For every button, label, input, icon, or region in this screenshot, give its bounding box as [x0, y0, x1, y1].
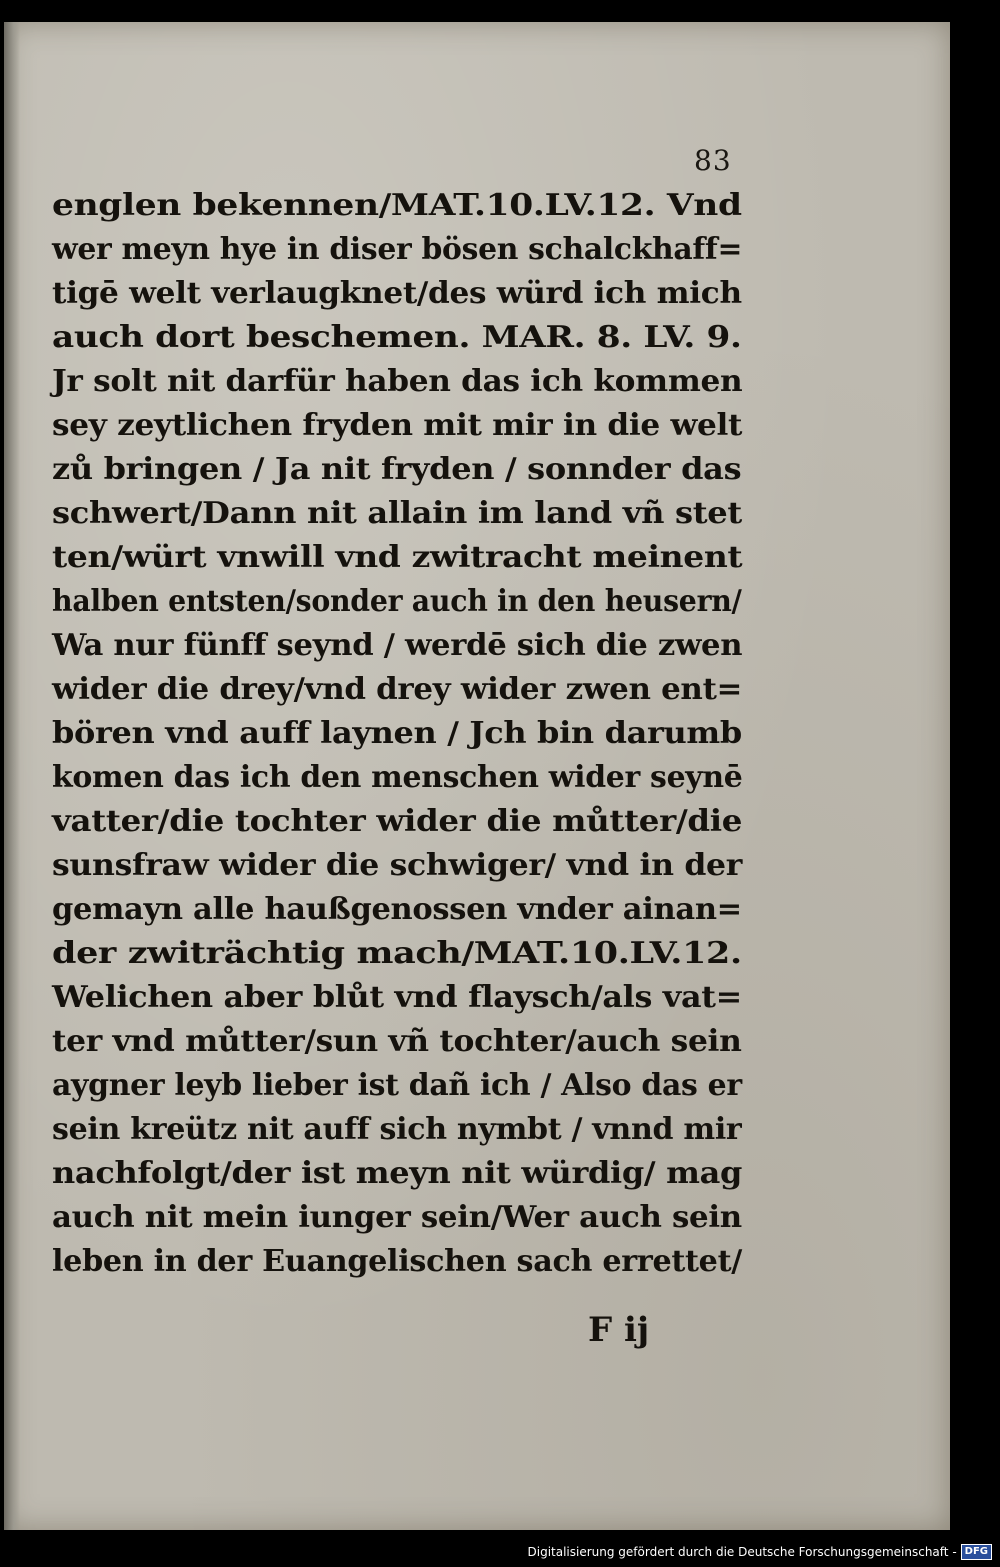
text-line: zů bringen / Ja nit fryden / sonnder das — [52, 452, 742, 487]
signature-mark: F ij — [588, 1310, 650, 1350]
footer-bar — [528, 1537, 1000, 1567]
text-line: bören vnd auff laynen / Jch bin darumb — [52, 716, 742, 751]
page-number: 83 — [694, 144, 732, 177]
dfg-logo: DFG — [961, 1544, 992, 1560]
book-page — [4, 22, 950, 1530]
text-line: schwert/Dann nit allain im land vñ stet — [52, 496, 742, 531]
text-line: wer meyn hye in diser bösen schalckhaff= — [52, 232, 743, 267]
text-line: der zwiträchtig mach/MAT.10.LV.12. — [52, 936, 742, 971]
funding-credit: Digitalisierung gefördert durch die Deutsche Forschungsgemeinschaft - — [527, 1545, 957, 1559]
text-line: ter vnd můtter/sun vñ tochter/auch sein — [52, 1024, 742, 1059]
text-line: wider die drey/vnd drey wider zwen ent= — [52, 672, 743, 707]
text-line: leben in der Euangelischen sach errettet/ — [52, 1244, 742, 1279]
text-line: aygner leyb lieber ist dañ ich / Also das er — [52, 1068, 742, 1103]
text-line: nachfolgt/der ist meyn nit würdig/ mag — [52, 1156, 743, 1191]
text-line: halben entsten/sonder auch in den heusern/ — [52, 584, 742, 619]
text-line: vatter/die tochter wider die můtter/die — [52, 804, 743, 839]
text-line: tigē welt verlaugknet/des würd ich mich — [52, 276, 742, 311]
text-line: gemayn alle haußgenossen vnder ainan= — [52, 892, 742, 927]
text-line: ten/würt vnwill vnd zwitracht meinent — [52, 540, 743, 575]
text-line: Jr solt nit darfür haben das ich kommen — [52, 364, 743, 399]
text-line: englen bekennen/MAT.10.LV.12. Vnd — [52, 188, 742, 223]
text-line: auch nit mein iunger sein/Wer auch sein — [52, 1200, 742, 1235]
page-spine-shadow — [4, 22, 20, 1530]
text-line: sunsfraw wider die schwiger/ vnd in der — [52, 848, 743, 883]
body-text — [52, 184, 752, 1284]
text-line: sein kreütz nit auff sich nymbt / vnnd mir — [52, 1112, 742, 1147]
text-line: Welichen aber blůt vnd flaysch/als vat= — [52, 980, 742, 1015]
text-line: auch dort beschemen. MAR. 8. LV. 9. — [52, 320, 742, 355]
text-line: sey zeytlichen fryden mit mir in die welt — [52, 408, 743, 443]
text-line: Wa nur fünff seynd / werdē sich die zwen — [52, 628, 743, 663]
text-line: komen das ich den menschen wider seynē — [52, 760, 743, 795]
